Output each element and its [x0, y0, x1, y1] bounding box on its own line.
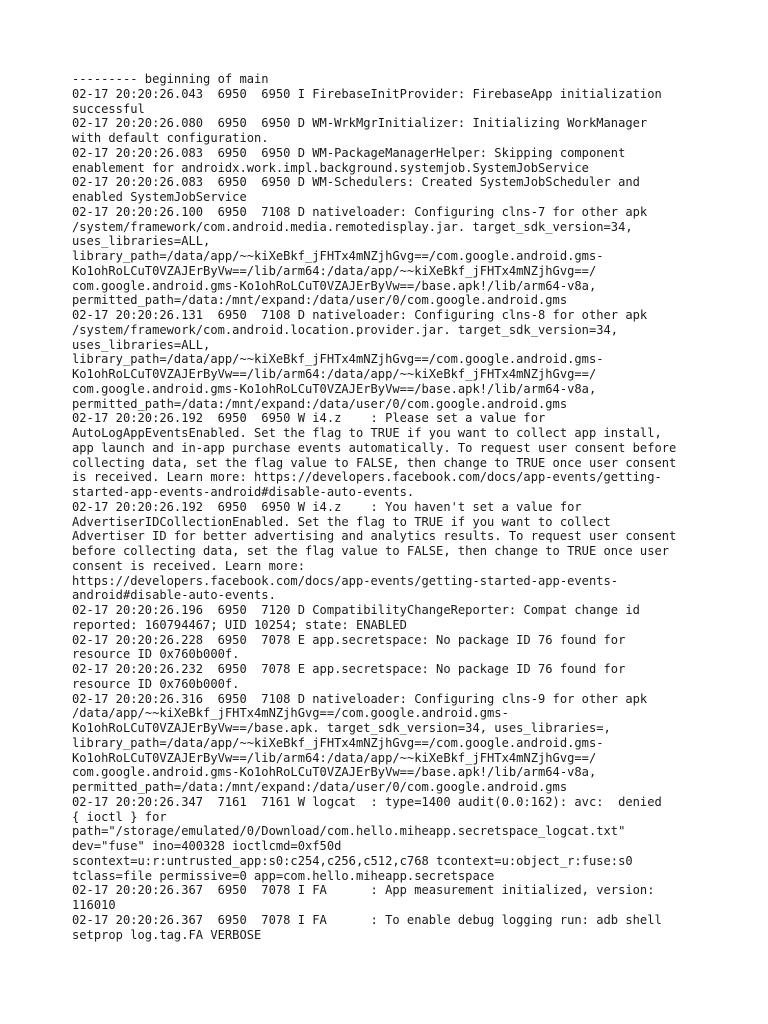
log-line: 02-17 20:20:26.100 6950 7108 D nativeloader: Configuring clns-7 for other apk /system/framework/com.android.media.remotedisplay.jar. target_sdk_version=34, uses_libraries=ALL, library_path=/data/app/~~kiXeBkf_jFHTx4mNZjhGvg==/com.google.android.gms- Ko1ohRoLCuT0VZAJErByVw==/lib/arm64:/data/app/~~kiXeBkf_jFHTx4mNZjhGvg==/ com.google.android.gms-Ko1ohRoLCuT0VZAJErByVw==/base.apk!/lib/arm64-v8a, permitted_path=/data:/mnt/expand:/data/user/0/com.google.android.gms — [72, 204, 648, 308]
log-line: 02-17 20:20:26.232 6950 7078 E app.secretspace: No package ID 76 found for resource ID 0x760b000f. — [72, 662, 626, 691]
log-line: 02-17 20:20:26.316 6950 7108 D nativeloader: Configuring clns-9 for other apk /data/app/~~kiXeBkf_jFHTx4mNZjhGvg==/com.google.android.gms- Ko1ohRoLCuT0VZAJErByVw==/base.apk. target_sdk_version=34, uses_libraries=, library_path=/data/app/~~kiXeBkf_jFHTx4mNZjhGvg==/com.google.android.gms- Ko1ohRoLCuT0VZAJErByVw==/lib/arm64:/data/app/~~kiXeBkf_jFHTx4mNZjhGvg==/ com.google.android.gms-Ko1ohRoLCuT0VZAJErByVw==/base.apk!/lib/arm64-v8a, permitted_path=/data:/mnt/expand:/data/user/0/com.google.android.gms — [72, 691, 648, 794]
log-line: 02-17 20:20:26.196 6950 7120 D CompatibilityChangeReporter: Compat change id reported: 160794467; UID 10254; state: ENABLED — [72, 603, 640, 632]
logcat-document — [72, 72, 702, 942]
log-line: 02-17 20:20:26.192 6950 6950 W i4.z : You haven't set a value for AdvertiserIDCollectionEnabled. Set the flag to TRUE if you want to collect Advertiser ID for better advertising and analytics results. To request user consent before collecting data, set the flag value to FALSE, then change to TRUE once user consent is received. Learn more: https://developers.facebook.com/docs/app-events/getting-started-app-events- android#disable-auto-events. — [72, 499, 677, 603]
log-line: 02-17 20:20:26.080 6950 6950 D WM-WrkMgrInitializer: Initializing WorkManager with default configuration. — [72, 116, 648, 145]
log-line: 02-17 20:20:26.228 6950 7078 E app.secretspace: No package ID 76 found for resource ID 0x760b000f. — [72, 632, 626, 662]
log-line: 02-17 20:20:26.347 7161 7161 W logcat : type=1400 audit(0.0:162): avc: denied { ioctl } for path="/storage/emulated/0/Download/com.hello.miheapp.secretspace_logcat.txt" dev="fuse" ino=400328 ioctlcmd=0xf50d scontext=u:r:untrusted_app:s0:c254,c256,c512,c768 tcontext=u:object_r:fuse:s0 tclass=file permissive=0 app=com.hello.miheapp.secretspace — [72, 794, 662, 883]
log-line: 02-17 20:20:26.367 6950 7078 I FA : App measurement initialized, version: 116010 — [72, 883, 655, 912]
log-line: 02-17 20:20:26.043 6950 6950 I FirebaseInitProvider: FirebaseApp initialization successful — [72, 86, 662, 116]
log-line: 02-17 20:20:26.083 6950 6950 D WM-Schedulers: Created SystemJobScheduler and enabled SystemJobService — [72, 175, 640, 204]
log-line: 02-17 20:20:26.083 6950 6950 D WM-PackageManagerHelper: Skipping component enablement for androidx.work.impl.background.systemjob.SystemJobService — [72, 145, 626, 175]
log-line: 02-17 20:20:26.192 6950 6950 W i4.z : Please set a value for AutoLogAppEventsEnabled. Set the flag to TRUE if you want to collect app install, app launch and in-app purchase events automatically. To request user consent before collecting data, set the flag value to FALSE, then change to TRUE once user consent is received. Learn more: https://developers.facebook.com/docs/app-events/getting- started-app-events-android#disable-auto-events. — [72, 411, 677, 499]
log-line: 02-17 20:20:26.367 6950 7078 I FA : To enable debug logging run: adb shell setprop log.tag.FA VERBOSE — [72, 912, 662, 942]
log-line: 02-17 20:20:26.131 6950 7108 D nativeloader: Configuring clns-8 for other apk /system/framework/com.android.location.provider.jar. target_sdk_version=34, uses_libraries=ALL, library_path=/data/app/~~kiXeBkf_jFHTx4mNZjhGvg==/com.google.android.gms- Ko1ohRoLCuT0VZAJErByVw==/lib/arm64:/data/app/~~kiXeBkf_jFHTx4mNZjhGvg==/ com.google.android.gms-Ko1ohRoLCuT0VZAJErByVw==/base.apk!/lib/arm64-v8a, permitted_path=/data:/mnt/expand:/data/user/0/com.google.android.gms — [72, 308, 648, 411]
log-line-main-header: --------- beginning of main — [72, 72, 269, 86]
